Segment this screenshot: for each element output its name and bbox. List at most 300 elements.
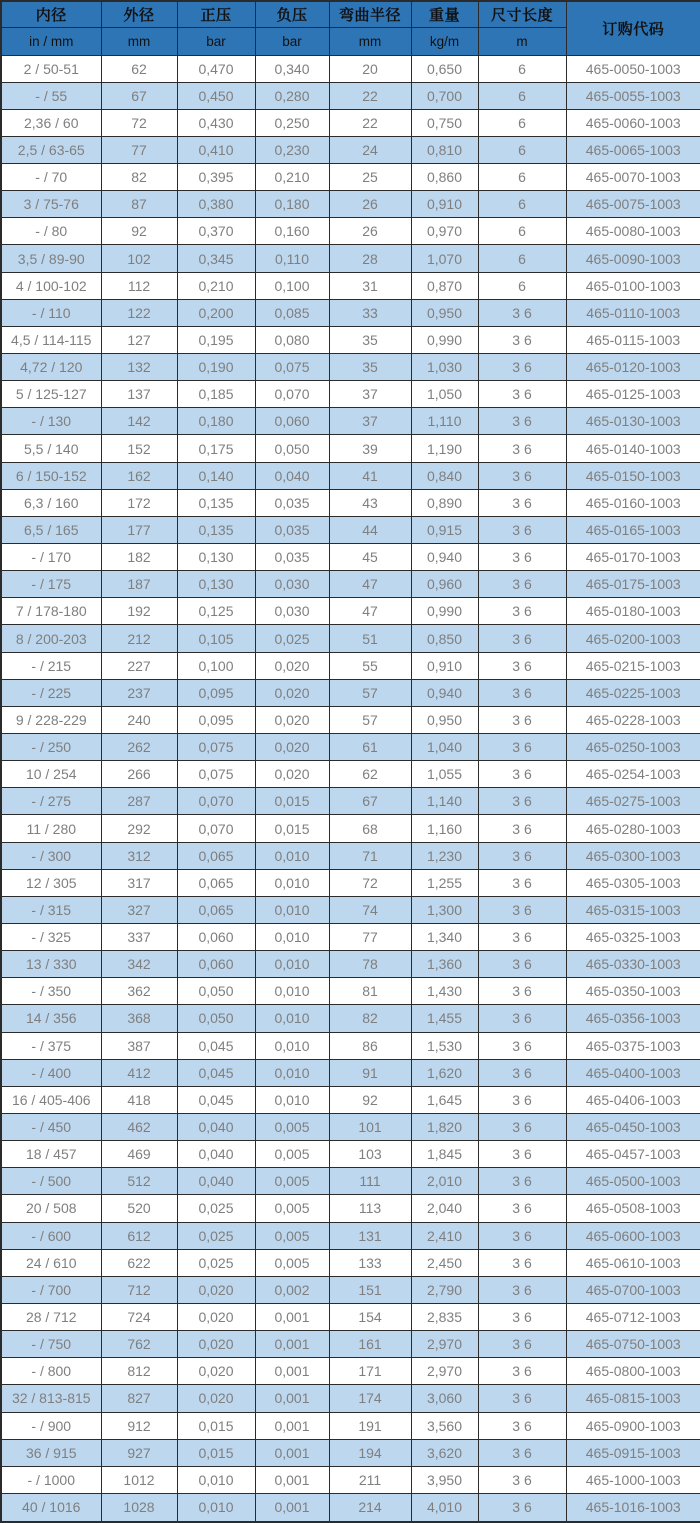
cell-length: 6 (478, 82, 566, 109)
cell-positive-pressure: 0,470 (177, 55, 255, 82)
cell-negative-pressure: 0,002 (255, 1276, 329, 1303)
cell-inner-diameter: 2,36 / 60 (1, 109, 101, 136)
cell-bend-radius: 37 (329, 408, 411, 435)
table-row (1, 1385, 700, 1412)
cell-bend-radius: 57 (329, 706, 411, 733)
cell-positive-pressure: 0,190 (177, 354, 255, 381)
cell-length: 3 6 (478, 1113, 566, 1140)
cell-order-code: 465-0075-1003 (566, 191, 700, 218)
table-row (1, 191, 700, 218)
cell-outer-diameter: 127 (101, 326, 177, 353)
cell-inner-diameter: - / 80 (1, 218, 101, 245)
cell-order-code: 465-0225-1003 (566, 679, 700, 706)
cell-inner-diameter: - / 325 (1, 924, 101, 951)
cell-length: 3 6 (478, 951, 566, 978)
cell-negative-pressure: 0,001 (255, 1385, 329, 1412)
cell-bend-radius: 133 (329, 1249, 411, 1276)
col-unit-inner-diameter: in / mm (1, 27, 101, 55)
table-row (1, 462, 700, 489)
cell-inner-diameter: - / 215 (1, 652, 101, 679)
col-header-order-code: 订购代码 (566, 1, 700, 55)
cell-length: 3 6 (478, 625, 566, 652)
col-unit-negative-pressure: bar (255, 27, 329, 55)
cell-order-code: 465-0180-1003 (566, 598, 700, 625)
cell-weight: 2,040 (411, 1195, 478, 1222)
cell-weight: 0,950 (411, 706, 478, 733)
cell-order-code: 465-0140-1003 (566, 435, 700, 462)
cell-negative-pressure: 0,030 (255, 571, 329, 598)
cell-outer-diameter: 912 (101, 1412, 177, 1439)
table-row (1, 1032, 700, 1059)
cell-length: 3 6 (478, 544, 566, 571)
cell-weight: 1,190 (411, 435, 478, 462)
cell-weight: 1,255 (411, 869, 478, 896)
cell-negative-pressure: 0,340 (255, 55, 329, 82)
cell-positive-pressure: 0,095 (177, 706, 255, 733)
cell-order-code: 465-0508-1003 (566, 1195, 700, 1222)
cell-negative-pressure: 0,180 (255, 191, 329, 218)
cell-length: 3 6 (478, 706, 566, 733)
cell-negative-pressure: 0,010 (255, 951, 329, 978)
cell-negative-pressure: 0,010 (255, 978, 329, 1005)
cell-inner-diameter: - / 130 (1, 408, 101, 435)
cell-outer-diameter: 142 (101, 408, 177, 435)
cell-outer-diameter: 927 (101, 1439, 177, 1466)
table-row (1, 245, 700, 272)
cell-bend-radius: 24 (329, 136, 411, 163)
cell-outer-diameter: 67 (101, 82, 177, 109)
cell-positive-pressure: 0,010 (177, 1493, 255, 1522)
table-row (1, 136, 700, 163)
cell-bend-radius: 37 (329, 381, 411, 408)
cell-negative-pressure: 0,050 (255, 435, 329, 462)
cell-weight: 2,410 (411, 1222, 478, 1249)
cell-order-code: 465-0457-1003 (566, 1141, 700, 1168)
table-row (1, 1358, 700, 1385)
col-unit-outer-diameter: mm (101, 27, 177, 55)
cell-inner-diameter: 10 / 254 (1, 761, 101, 788)
cell-positive-pressure: 0,075 (177, 761, 255, 788)
table-row (1, 625, 700, 652)
table-row (1, 326, 700, 353)
cell-weight: 1,845 (411, 1141, 478, 1168)
cell-weight: 1,820 (411, 1113, 478, 1140)
cell-order-code: 465-0170-1003 (566, 544, 700, 571)
cell-bend-radius: 43 (329, 489, 411, 516)
cell-negative-pressure: 0,010 (255, 869, 329, 896)
cell-weight: 0,990 (411, 326, 478, 353)
cell-length: 3 6 (478, 842, 566, 869)
cell-negative-pressure: 0,001 (255, 1466, 329, 1493)
cell-outer-diameter: 412 (101, 1059, 177, 1086)
cell-order-code: 465-0305-1003 (566, 869, 700, 896)
table-row (1, 951, 700, 978)
cell-order-code: 465-0915-1003 (566, 1439, 700, 1466)
cell-weight: 1,110 (411, 408, 478, 435)
cell-order-code: 465-1016-1003 (566, 1493, 700, 1522)
cell-order-code: 465-0250-1003 (566, 734, 700, 761)
header-label-row (1, 1, 700, 27)
cell-weight: 1,340 (411, 924, 478, 951)
cell-positive-pressure: 0,100 (177, 652, 255, 679)
cell-outer-diameter: 72 (101, 109, 177, 136)
cell-outer-diameter: 187 (101, 571, 177, 598)
cell-bend-radius: 154 (329, 1303, 411, 1330)
table-row (1, 272, 700, 299)
table-body (1, 55, 700, 1522)
cell-outer-diameter: 512 (101, 1168, 177, 1195)
cell-bend-radius: 33 (329, 299, 411, 326)
table-row (1, 1059, 700, 1086)
cell-inner-diameter: 9 / 228-229 (1, 706, 101, 733)
cell-length: 3 6 (478, 1466, 566, 1493)
cell-length: 3 6 (478, 869, 566, 896)
cell-outer-diameter: 87 (101, 191, 177, 218)
cell-inner-diameter: - / 225 (1, 679, 101, 706)
cell-inner-diameter: 28 / 712 (1, 1303, 101, 1330)
cell-order-code: 465-0065-1003 (566, 136, 700, 163)
cell-length: 3 6 (478, 978, 566, 1005)
cell-positive-pressure: 0,200 (177, 299, 255, 326)
cell-bend-radius: 26 (329, 191, 411, 218)
cell-negative-pressure: 0,015 (255, 815, 329, 842)
cell-negative-pressure: 0,280 (255, 82, 329, 109)
cell-inner-diameter: 6,3 / 160 (1, 489, 101, 516)
cell-negative-pressure: 0,001 (255, 1412, 329, 1439)
cell-order-code: 465-0700-1003 (566, 1276, 700, 1303)
table-row (1, 55, 700, 82)
cell-order-code: 465-0610-1003 (566, 1249, 700, 1276)
cell-inner-diameter: - / 110 (1, 299, 101, 326)
cell-negative-pressure: 0,001 (255, 1358, 329, 1385)
cell-length: 3 6 (478, 1439, 566, 1466)
table-row (1, 1195, 700, 1222)
cell-inner-diameter: 5 / 125-127 (1, 381, 101, 408)
cell-positive-pressure: 0,395 (177, 164, 255, 191)
cell-positive-pressure: 0,025 (177, 1249, 255, 1276)
table-row (1, 109, 700, 136)
cell-weight: 3,560 (411, 1412, 478, 1439)
cell-outer-diameter: 312 (101, 842, 177, 869)
cell-bend-radius: 151 (329, 1276, 411, 1303)
cell-outer-diameter: 92 (101, 218, 177, 245)
cell-outer-diameter: 152 (101, 435, 177, 462)
cell-order-code: 465-0500-1003 (566, 1168, 700, 1195)
cell-length: 3 6 (478, 1086, 566, 1113)
cell-length: 3 6 (478, 1412, 566, 1439)
cell-outer-diameter: 122 (101, 299, 177, 326)
cell-bend-radius: 22 (329, 82, 411, 109)
cell-bend-radius: 71 (329, 842, 411, 869)
cell-order-code: 465-0600-1003 (566, 1222, 700, 1249)
cell-negative-pressure: 0,010 (255, 1086, 329, 1113)
cell-weight: 1,645 (411, 1086, 478, 1113)
cell-order-code: 465-0175-1003 (566, 571, 700, 598)
cell-order-code: 465-0120-1003 (566, 354, 700, 381)
cell-weight: 4,010 (411, 1493, 478, 1522)
cell-length: 3 6 (478, 1005, 566, 1032)
cell-negative-pressure: 0,005 (255, 1195, 329, 1222)
cell-negative-pressure: 0,030 (255, 598, 329, 625)
cell-positive-pressure: 0,345 (177, 245, 255, 272)
cell-positive-pressure: 0,060 (177, 924, 255, 951)
cell-inner-diameter: - / 170 (1, 544, 101, 571)
cell-outer-diameter: 262 (101, 734, 177, 761)
cell-negative-pressure: 0,110 (255, 245, 329, 272)
cell-inner-diameter: - / 300 (1, 842, 101, 869)
cell-outer-diameter: 162 (101, 462, 177, 489)
cell-bend-radius: 26 (329, 218, 411, 245)
cell-negative-pressure: 0,035 (255, 489, 329, 516)
cell-bend-radius: 103 (329, 1141, 411, 1168)
cell-weight: 2,835 (411, 1303, 478, 1330)
cell-order-code: 465-0215-1003 (566, 652, 700, 679)
cell-bend-radius: 72 (329, 869, 411, 896)
table-row (1, 1466, 700, 1493)
cell-weight: 0,750 (411, 109, 478, 136)
cell-negative-pressure: 0,040 (255, 462, 329, 489)
cell-positive-pressure: 0,020 (177, 1331, 255, 1358)
cell-inner-diameter: - / 750 (1, 1331, 101, 1358)
cell-negative-pressure: 0,010 (255, 896, 329, 923)
cell-order-code: 465-0300-1003 (566, 842, 700, 869)
cell-outer-diameter: 1012 (101, 1466, 177, 1493)
cell-negative-pressure: 0,230 (255, 136, 329, 163)
table-row (1, 571, 700, 598)
cell-outer-diameter: 266 (101, 761, 177, 788)
cell-inner-diameter: - / 800 (1, 1358, 101, 1385)
cell-outer-diameter: 177 (101, 516, 177, 543)
cell-length: 3 6 (478, 652, 566, 679)
cell-negative-pressure: 0,085 (255, 299, 329, 326)
cell-bend-radius: 68 (329, 815, 411, 842)
cell-weight: 1,430 (411, 978, 478, 1005)
cell-inner-diameter: 7 / 178-180 (1, 598, 101, 625)
cell-weight: 1,040 (411, 734, 478, 761)
cell-bend-radius: 77 (329, 924, 411, 951)
cell-inner-diameter: - / 275 (1, 788, 101, 815)
table-row (1, 299, 700, 326)
cell-order-code: 465-0165-1003 (566, 516, 700, 543)
cell-length: 6 (478, 109, 566, 136)
cell-positive-pressure: 0,175 (177, 435, 255, 462)
col-header-inner-diameter: 内径 (1, 1, 101, 27)
cell-bend-radius: 35 (329, 326, 411, 353)
cell-negative-pressure: 0,075 (255, 354, 329, 381)
cell-order-code: 465-0110-1003 (566, 299, 700, 326)
col-header-weight: 重量 (411, 1, 478, 27)
cell-outer-diameter: 287 (101, 788, 177, 815)
cell-outer-diameter: 77 (101, 136, 177, 163)
cell-negative-pressure: 0,080 (255, 326, 329, 353)
cell-positive-pressure: 0,370 (177, 218, 255, 245)
cell-length: 3 6 (478, 1276, 566, 1303)
cell-outer-diameter: 62 (101, 55, 177, 82)
cell-negative-pressure: 0,010 (255, 924, 329, 951)
cell-order-code: 465-0125-1003 (566, 381, 700, 408)
cell-inner-diameter: 16 / 405-406 (1, 1086, 101, 1113)
cell-outer-diameter: 317 (101, 869, 177, 896)
cell-positive-pressure: 0,010 (177, 1466, 255, 1493)
cell-weight: 0,840 (411, 462, 478, 489)
cell-order-code: 465-0228-1003 (566, 706, 700, 733)
cell-length: 3 6 (478, 435, 566, 462)
cell-length: 6 (478, 272, 566, 299)
cell-order-code: 465-0115-1003 (566, 326, 700, 353)
table-row (1, 842, 700, 869)
table-row (1, 1493, 700, 1522)
cell-outer-diameter: 368 (101, 1005, 177, 1032)
cell-outer-diameter: 132 (101, 354, 177, 381)
cell-outer-diameter: 1028 (101, 1493, 177, 1522)
cell-bend-radius: 61 (329, 734, 411, 761)
cell-bend-radius: 131 (329, 1222, 411, 1249)
cell-outer-diameter: 712 (101, 1276, 177, 1303)
cell-order-code: 465-0080-1003 (566, 218, 700, 245)
table-row (1, 218, 700, 245)
table-row (1, 1168, 700, 1195)
cell-weight: 0,915 (411, 516, 478, 543)
cell-positive-pressure: 0,105 (177, 625, 255, 652)
cell-length: 3 6 (478, 1059, 566, 1086)
cell-outer-diameter: 469 (101, 1141, 177, 1168)
cell-bend-radius: 194 (329, 1439, 411, 1466)
cell-positive-pressure: 0,140 (177, 462, 255, 489)
cell-weight: 2,790 (411, 1276, 478, 1303)
table-row (1, 734, 700, 761)
cell-inner-diameter: - / 250 (1, 734, 101, 761)
cell-order-code: 465-0356-1003 (566, 1005, 700, 1032)
cell-positive-pressure: 0,135 (177, 516, 255, 543)
cell-bend-radius: 214 (329, 1493, 411, 1522)
cell-outer-diameter: 327 (101, 896, 177, 923)
cell-outer-diameter: 112 (101, 272, 177, 299)
cell-inner-diameter: 3,5 / 89-90 (1, 245, 101, 272)
cell-outer-diameter: 342 (101, 951, 177, 978)
cell-inner-diameter: 13 / 330 (1, 951, 101, 978)
cell-bend-radius: 47 (329, 571, 411, 598)
cell-negative-pressure: 0,005 (255, 1113, 329, 1140)
cell-positive-pressure: 0,015 (177, 1439, 255, 1466)
cell-bend-radius: 82 (329, 1005, 411, 1032)
cell-bend-radius: 191 (329, 1412, 411, 1439)
cell-negative-pressure: 0,001 (255, 1303, 329, 1330)
cell-negative-pressure: 0,070 (255, 381, 329, 408)
col-header-bend-radius: 弯曲半径 (329, 1, 411, 27)
table-row (1, 544, 700, 571)
cell-positive-pressure: 0,050 (177, 1005, 255, 1032)
cell-weight: 1,140 (411, 788, 478, 815)
cell-inner-diameter: 18 / 457 (1, 1141, 101, 1168)
cell-positive-pressure: 0,025 (177, 1195, 255, 1222)
col-unit-weight: kg/m (411, 27, 478, 55)
cell-weight: 2,010 (411, 1168, 478, 1195)
cell-positive-pressure: 0,430 (177, 109, 255, 136)
cell-outer-diameter: 102 (101, 245, 177, 272)
cell-bend-radius: 62 (329, 761, 411, 788)
cell-negative-pressure: 0,160 (255, 218, 329, 245)
cell-weight: 0,650 (411, 55, 478, 82)
cell-inner-diameter: 4 / 100-102 (1, 272, 101, 299)
col-header-outer-diameter: 外径 (101, 1, 177, 27)
cell-outer-diameter: 622 (101, 1249, 177, 1276)
cell-inner-diameter: 14 / 356 (1, 1005, 101, 1032)
cell-bend-radius: 81 (329, 978, 411, 1005)
cell-length: 3 6 (478, 1032, 566, 1059)
cell-outer-diameter: 812 (101, 1358, 177, 1385)
cell-weight: 0,990 (411, 598, 478, 625)
cell-bend-radius: 28 (329, 245, 411, 272)
cell-outer-diameter: 137 (101, 381, 177, 408)
cell-length: 3 6 (478, 1493, 566, 1522)
cell-weight: 0,940 (411, 544, 478, 571)
cell-bend-radius: 161 (329, 1331, 411, 1358)
cell-inner-diameter: - / 315 (1, 896, 101, 923)
cell-weight: 1,230 (411, 842, 478, 869)
cell-weight: 1,160 (411, 815, 478, 842)
cell-bend-radius: 31 (329, 272, 411, 299)
cell-negative-pressure: 0,020 (255, 761, 329, 788)
cell-positive-pressure: 0,020 (177, 1303, 255, 1330)
cell-inner-diameter: - / 375 (1, 1032, 101, 1059)
cell-negative-pressure: 0,010 (255, 842, 329, 869)
cell-order-code: 465-0406-1003 (566, 1086, 700, 1113)
cell-length: 3 6 (478, 1195, 566, 1222)
cell-length: 6 (478, 191, 566, 218)
table-row (1, 1276, 700, 1303)
cell-positive-pressure: 0,020 (177, 1276, 255, 1303)
table-row (1, 435, 700, 462)
cell-bend-radius: 57 (329, 679, 411, 706)
table-row (1, 489, 700, 516)
cell-bend-radius: 86 (329, 1032, 411, 1059)
cell-inner-diameter: 32 / 813-815 (1, 1385, 101, 1412)
table-row (1, 164, 700, 191)
cell-inner-diameter: - / 350 (1, 978, 101, 1005)
cell-inner-diameter: 36 / 915 (1, 1439, 101, 1466)
cell-weight: 0,950 (411, 299, 478, 326)
cell-inner-diameter: - / 55 (1, 82, 101, 109)
cell-bend-radius: 211 (329, 1466, 411, 1493)
table-row (1, 761, 700, 788)
cell-positive-pressure: 0,410 (177, 136, 255, 163)
table-row (1, 924, 700, 951)
cell-length: 3 6 (478, 1168, 566, 1195)
cell-positive-pressure: 0,185 (177, 381, 255, 408)
cell-weight: 0,870 (411, 272, 478, 299)
table-row (1, 788, 700, 815)
cell-negative-pressure: 0,035 (255, 544, 329, 571)
cell-outer-diameter: 362 (101, 978, 177, 1005)
col-unit-bend-radius: mm (329, 27, 411, 55)
cell-weight: 0,910 (411, 191, 478, 218)
cell-positive-pressure: 0,065 (177, 896, 255, 923)
cell-length: 3 6 (478, 1385, 566, 1412)
cell-negative-pressure: 0,020 (255, 652, 329, 679)
cell-weight: 3,060 (411, 1385, 478, 1412)
cell-outer-diameter: 192 (101, 598, 177, 625)
table-row (1, 1113, 700, 1140)
cell-order-code: 465-0815-1003 (566, 1385, 700, 1412)
cell-outer-diameter: 418 (101, 1086, 177, 1113)
cell-positive-pressure: 0,020 (177, 1358, 255, 1385)
cell-negative-pressure: 0,005 (255, 1141, 329, 1168)
table-row (1, 354, 700, 381)
cell-negative-pressure: 0,100 (255, 272, 329, 299)
cell-weight: 1,050 (411, 381, 478, 408)
cell-bend-radius: 171 (329, 1358, 411, 1385)
cell-weight: 1,300 (411, 896, 478, 923)
